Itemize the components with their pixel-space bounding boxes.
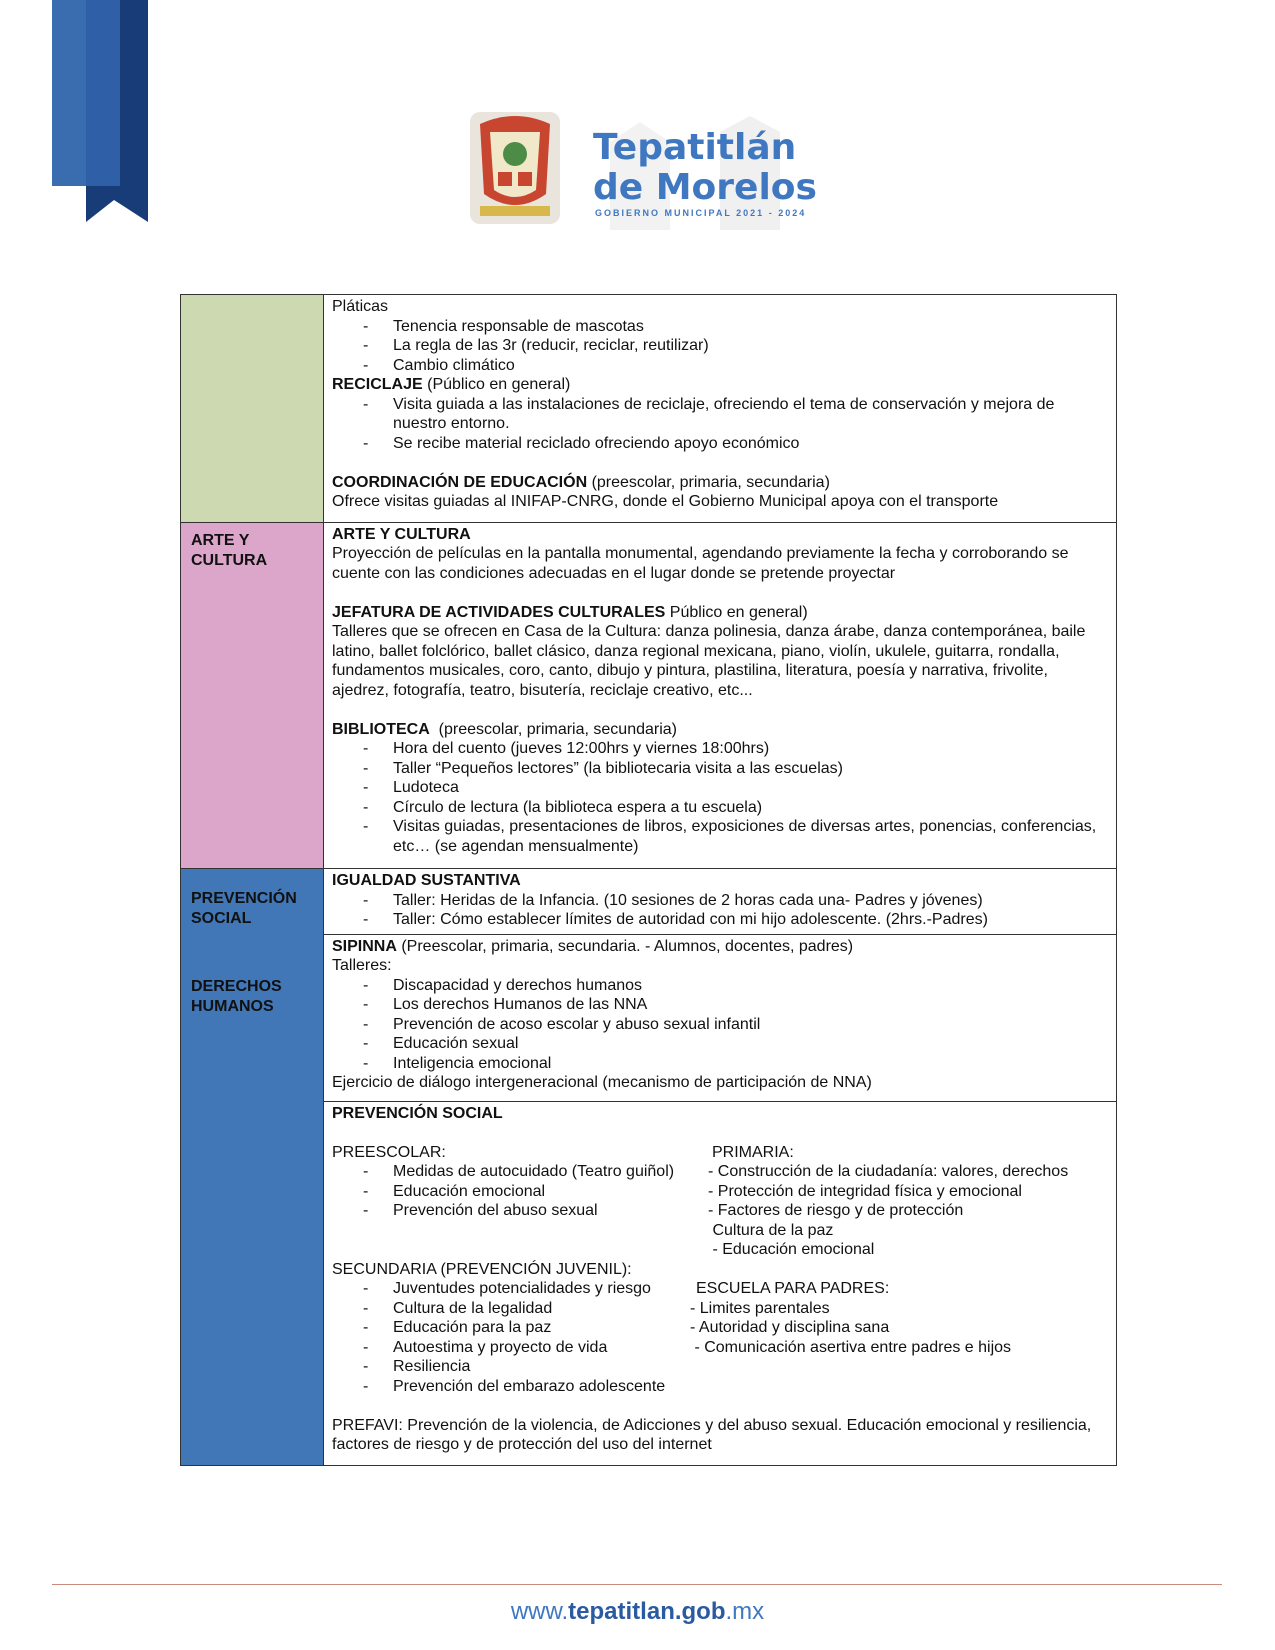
list-item: - Se recibe material reciclado ofreciendo apoyo económico [332,434,1108,454]
list-item: - Educación emocional [332,1182,708,1202]
table-row [181,522,1117,869]
secundaria-list [332,1279,690,1396]
section-heading: SIPINNA [332,937,397,955]
platicas-heading: Pláticas [332,298,389,315]
list-item: - Cultura de la legalidad [332,1299,690,1319]
paragraph: Proyección de películas en la pantalla monumental, agendando previamente la fecha y corroborando se cuente con las condiciones adecuadas en el lugar donde se pretende proyectar [332,545,1069,582]
list-item: - Cambio climático [332,356,1108,376]
row-label: HUMANOS [191,998,274,1015]
table-row [181,869,1117,935]
footer-url[interactable] [0,1598,1275,1626]
biblioteca-list [332,739,1108,856]
list-item: - Factores de riesgo y de protección [708,1202,964,1219]
url-prefix: www. [510,1598,569,1625]
list-item: - Los derechos Humanos de las NNA [332,995,1108,1015]
list-item: - Prevención del embarazo adolescente [332,1377,690,1397]
paragraph: PREFAVI: Prevención de la violencia, de Adicciones y del abuso sexual. Educación emocional y resiliencia, factores de riesgo y de protección del uso del internet [332,1416,1092,1453]
list-item: - Inteligencia emocional [332,1054,1108,1074]
paragraph: Ofrece visitas guiadas al INIFAP-CNRG, donde el Gobierno Municipal apoya con el transporte [332,493,999,510]
reciclaje-list [332,395,1108,454]
row-label: PREVENCIÓN [191,890,297,907]
brand-subtitle: GOBIERNO MUNICIPAL 2021 - 2024 [595,208,807,218]
row-label: CULTURA [191,551,268,569]
two-column-block [332,1260,1108,1397]
list-item: - Educación emocional [708,1241,875,1258]
paragraph: Ejercicio de diálogo intergeneracional (mecanismo de participación de NNA) [332,1074,872,1091]
list-item: - Taller “Pequeños lectores” (la bibliotecaria visita a las escuelas) [332,759,1108,779]
talleres-label: Talleres: [332,957,392,974]
section-heading: PREVENCIÓN SOCIAL [332,1104,503,1122]
list-item: - Juventudes potencialidades y riesgo [332,1279,690,1299]
content-cell [324,934,1117,1101]
url-domain: tepatitlan.gob [568,1598,726,1625]
list-item: - Prevención del abuso sexual [332,1201,708,1221]
list-item: Cultura de la paz [708,1221,834,1239]
subsection-heading: PREESCOLAR: [332,1143,446,1161]
preescolar-list [332,1162,708,1221]
section-heading: IGUALDAD SUSTANTIVA [332,872,521,889]
list-item: - Limites parentales [690,1299,830,1317]
list-item: - La regla de las 3r (reducir, reciclar, reutilizar) [332,336,1108,356]
section-note: (Público en general) [422,376,571,393]
list-item: - Discapacidad y derechos humanos [332,976,1108,996]
section-note: (preescolar, primaria, secundaria) [587,473,830,491]
row-label-cell [181,295,324,523]
subsection-heading: PRIMARIA: [712,1143,794,1161]
list-item: - Protección de integridad física y emocional [708,1182,1022,1200]
list-item: - Taller: Cómo establecer límites de autoridad con mi hijo adolescente. (2hrs.-Padres) [332,910,1108,930]
list-item: - Visitas guiadas, presentaciones de libros, exposiciones de diversas artes, ponencias, conferencias, etc… (se agendan mensualmente) [332,817,1108,856]
paragraph: Talleres que se ofrecen en Casa de la Cultura: danza polinesia, danza árabe, danza contemporánea, baile latino, ballet folclórico, ballet clásico, danza regional mexicana, piano, violín, ukulele, guitarra, rondalla, fundamentos musicales, coro, canto, dibujo y pintura, plastilina, literatura, poesía y narrativa, frivolite, ajedrez, fotografía, teatro, bisutería, reciclaje creativo, etc... [332,623,1086,699]
row-label: SOCIAL [191,910,252,927]
list-item: - Tenencia responsable de mascotas [332,317,1108,337]
section-heading: JEFATURA DE ACTIVIDADES CULTURALES [332,603,666,621]
content-cell [324,295,1117,523]
activities-table [180,294,1117,1466]
list-item: - Educación para la paz [332,1318,690,1338]
section-heading: ARTE Y CULTURA [332,525,471,543]
section-heading: COORDINACIÓN DE EDUCACIÓN [332,473,588,491]
brand-title-line2: de Morelos [593,167,817,208]
footer-divider [52,1584,1222,1585]
subsection-heading: ESCUELA PARA PADRES: [696,1280,890,1297]
list-item: - Educación sexual [332,1034,1108,1054]
subsection-heading: SECUNDARIA (PREVENCIÓN JUVENIL): [332,1260,632,1278]
list-item: - Comunicación asertiva entre padres e hijos [690,1338,1012,1356]
two-column-block [332,1143,1108,1260]
ribbon-bookmark-graphic [52,0,148,222]
section-note: (preescolar, primaria, secundaria) [429,720,677,738]
url-suffix: .mx [725,1598,765,1625]
table-row [181,295,1117,523]
row-label-cell [181,869,324,1466]
list-item: - Resiliencia [332,1357,690,1377]
list-item: - Visita guiada a las instalaciones de reciclaje, ofreciendo el tema de conservación y mejora de nuestro entorno. [332,395,1108,434]
list-item: - Construcción de la ciudadanía: valores, derechos [708,1163,1069,1180]
brand-title-line1: Tepatitlán [593,127,797,168]
section-heading: BIBLIOTECA [332,720,430,738]
content-cell [324,1101,1117,1465]
platicas-list [332,317,1108,376]
igualdad-list [332,891,1108,930]
section-heading: RECICLAJE [332,376,423,393]
row-label: DERECHOS [191,978,282,995]
section-note: Público en general) [665,603,808,621]
list-item: - Ludoteca [332,778,1108,798]
row-label: ARTE Y [191,531,250,549]
content-cell [324,869,1117,935]
list-item: - Medidas de autocuidado (Teatro guiñol) [332,1162,708,1182]
list-item: - Círculo de lectura (la biblioteca espera a tu escuela) [332,798,1108,818]
sipinna-list [332,976,1108,1074]
list-item: - Hora del cuento (jueves 12:00hrs y viernes 18:00hrs) [332,739,1108,759]
list-item: - Taller: Heridas de la Infancia. (10 sesiones de 2 horas cada una- Padres y jóvenes) [332,891,1108,911]
list-item: - Autoridad y disciplina sana [690,1319,890,1336]
row-label-cell [181,522,324,869]
content-cell [324,522,1117,869]
list-item: - Autoestima y proyecto de vida [332,1338,690,1358]
section-note: (Preescolar, primaria, secundaria. - Alumnos, docentes, padres) [396,937,854,955]
list-item: - Prevención de acoso escolar y abuso sexual infantil [332,1015,1108,1035]
